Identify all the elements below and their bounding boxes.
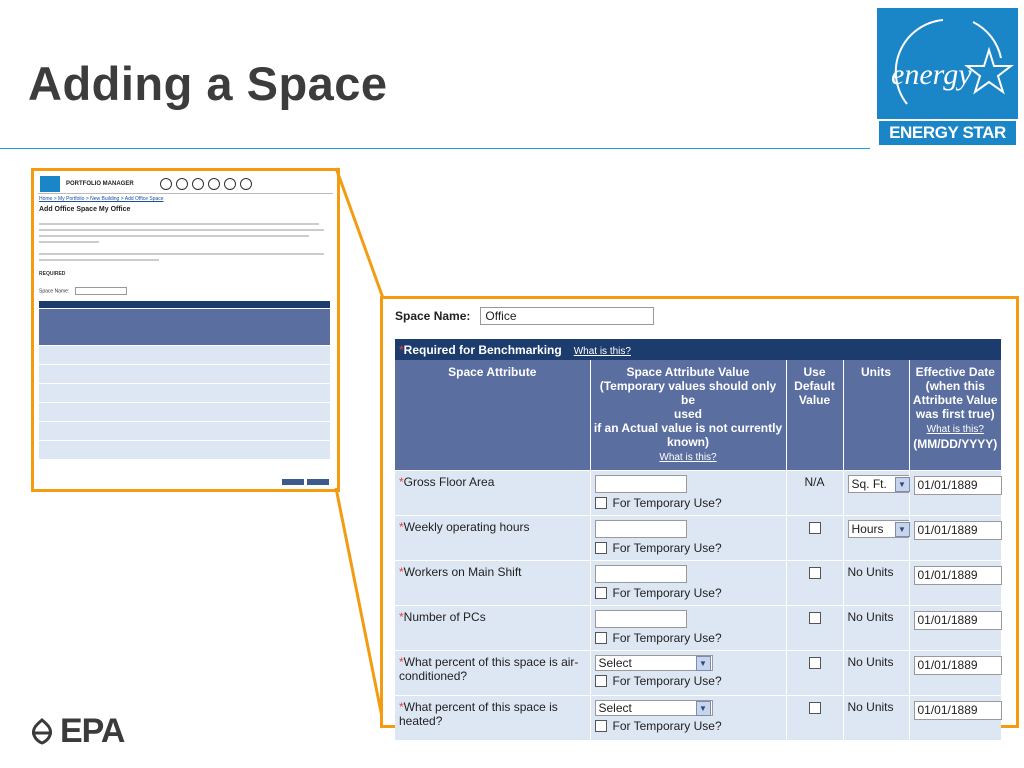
use-default-cell (786, 651, 843, 696)
attribute-row (395, 471, 1001, 516)
effective-date-input[interactable]: 01/01/1889 (914, 521, 1002, 540)
attribute-value-cell (590, 471, 786, 516)
attribute-name: Number of PCs (403, 610, 486, 624)
temporary-use-label: For Temporary Use? (612, 674, 722, 688)
temporary-use-label: For Temporary Use? (612, 541, 722, 555)
thumbnail-breadcrumb: Home > My Portfolio > New Building > Add Office Space (39, 196, 164, 202)
temporary-use-label: For Temporary Use? (612, 719, 722, 733)
col-attribute-value: Space Attribute Value (Temporary values should only be used if an Actual value is not currently known) What is this? (590, 360, 786, 471)
temporary-use-checkbox[interactable] (595, 542, 607, 554)
units-text: No Units (847, 700, 894, 714)
effective-date-cell (909, 606, 1001, 651)
attribute-name-cell (395, 561, 590, 606)
connector-line-bottom (336, 488, 383, 722)
logo-script: energy (891, 58, 972, 91)
required-star: * (399, 475, 404, 489)
temporary-use-option[interactable] (595, 631, 782, 645)
value-input[interactable] (595, 475, 687, 493)
temporary-use-option[interactable] (595, 586, 782, 600)
attribute-name-cell (395, 471, 590, 516)
units-text: No Units (847, 655, 894, 669)
attribute-name: What percent of this space is heated? (399, 700, 558, 728)
attribute-value-cell (590, 651, 786, 696)
attribute-value-cell (590, 696, 786, 741)
col-units: Units (843, 360, 909, 471)
temporary-use-checkbox[interactable] (595, 675, 607, 687)
use-default-checkbox[interactable] (809, 702, 821, 714)
attribute-name-cell (395, 651, 590, 696)
attribute-row (395, 651, 1001, 696)
use-default-checkbox[interactable] (809, 567, 821, 579)
effective-date-cell (909, 561, 1001, 606)
effective-date-input[interactable]: 01/01/1889 (914, 476, 1002, 495)
thumbnail-heading: Add Office Space My Office (39, 206, 131, 213)
chevron-down-icon[interactable]: ▼ (696, 701, 711, 716)
col-effective-date: Effective Date (when this Attribute Value was first true) What is this? (MM/DD/YYYY) (909, 360, 1001, 471)
use-default-checkbox[interactable] (809, 612, 821, 624)
space-name-label: Space Name: (395, 309, 471, 323)
chevron-down-icon[interactable]: ▼ (895, 477, 910, 492)
col-use-default: Use Default Value (786, 360, 843, 471)
temporary-use-label: For Temporary Use? (612, 586, 722, 600)
column-header-row (395, 360, 1001, 471)
attribute-row (395, 606, 1001, 651)
section-header (395, 339, 1001, 360)
temporary-use-label: For Temporary Use? (612, 631, 722, 645)
effective-date-cell (909, 516, 1001, 561)
attribute-name-cell (395, 696, 590, 741)
use-default-cell (786, 561, 843, 606)
what-is-this-link[interactable]: What is this? (573, 345, 631, 357)
logo-text: ENERGY STAR (879, 121, 1016, 145)
use-default-cell (786, 696, 843, 741)
space-name-input[interactable]: Office (480, 307, 654, 325)
attribute-name-cell (395, 516, 590, 561)
attribute-row (395, 561, 1001, 606)
attribute-value-cell (590, 561, 786, 606)
use-default-cell (786, 471, 843, 516)
epa-text: EPA (60, 712, 125, 750)
attribute-name: Weekly operating hours (403, 520, 530, 534)
value-select[interactable]: Select ▼ (595, 655, 713, 671)
temporary-use-checkbox[interactable] (595, 497, 607, 509)
units-text: No Units (847, 610, 894, 624)
temporary-use-checkbox[interactable] (595, 587, 607, 599)
use-default-cell (786, 516, 843, 561)
temporary-use-option[interactable] (595, 674, 782, 688)
temporary-use-checkbox[interactable] (595, 632, 607, 644)
section-title: Required for Benchmarking (403, 342, 562, 357)
use-default-cell (786, 606, 843, 651)
units-cell (843, 471, 909, 516)
thumbnail-required: REQUIRED (39, 271, 66, 277)
use-default-checkbox[interactable] (809, 657, 821, 669)
value-input[interactable] (595, 610, 687, 628)
value-input[interactable] (595, 520, 687, 538)
date-what-is-this-link[interactable]: What is this? (926, 424, 984, 435)
effective-date-input[interactable]: 01/01/1889 (914, 611, 1002, 630)
units-cell (843, 561, 909, 606)
effective-date-cell (909, 696, 1001, 741)
required-star: * (399, 342, 404, 357)
attribute-name: Gross Floor Area (403, 475, 495, 489)
required-benchmarking-table (395, 339, 1001, 740)
temporary-use-option[interactable] (595, 719, 782, 733)
attribute-value-cell (590, 516, 786, 561)
slide-title: Adding a Space (28, 57, 388, 110)
attribute-name: What percent of this space is air-conditioned? (399, 655, 579, 683)
attribute-row (395, 516, 1001, 561)
required-star: * (399, 700, 404, 714)
units-select[interactable]: Sq. Ft. ▼ (848, 475, 912, 493)
units-cell (843, 651, 909, 696)
temporary-use-label: For Temporary Use? (612, 496, 722, 510)
attribute-name: Workers on Main Shift (403, 565, 522, 579)
value-select[interactable]: Select ▼ (595, 700, 713, 716)
attribute-row (395, 696, 1001, 741)
required-star: * (399, 655, 404, 669)
temporary-use-option[interactable] (595, 496, 782, 510)
effective-date-cell (909, 651, 1001, 696)
value-input[interactable] (595, 565, 687, 583)
required-star: * (399, 565, 404, 579)
thumbnail-app-name: PORTFOLIO MANAGER (66, 181, 134, 187)
use-default-text: N/A (804, 475, 825, 489)
effective-date-input[interactable]: 01/01/1889 (914, 656, 1002, 675)
temporary-use-checkbox[interactable] (595, 720, 607, 732)
effective-date-input[interactable]: 01/01/1889 (914, 701, 1002, 720)
chevron-down-icon[interactable]: ▼ (895, 522, 910, 537)
thumbnail-space-name: Space Name: (39, 287, 127, 295)
temporary-use-option[interactable] (595, 541, 782, 555)
effective-date-cell (909, 471, 1001, 516)
units-cell (843, 606, 909, 651)
attribute-name-cell (395, 606, 590, 651)
col-space-attribute: Space Attribute (395, 360, 590, 471)
zoomed-form-panel (380, 296, 1019, 733)
units-cell (843, 696, 909, 741)
units-select[interactable]: Hours ▼ (848, 520, 912, 538)
chevron-down-icon[interactable]: ▼ (696, 656, 711, 671)
units-cell (843, 516, 909, 561)
effective-date-input[interactable]: 01/01/1889 (914, 566, 1002, 585)
space-name-row (395, 307, 654, 325)
use-default-checkbox[interactable] (809, 522, 821, 534)
units-text: No Units (847, 565, 894, 579)
required-star: * (399, 520, 404, 534)
value-what-is-this-link[interactable]: What is this? (659, 452, 717, 463)
required-star: * (399, 610, 404, 624)
attribute-value-cell (590, 606, 786, 651)
connector-line-top (336, 168, 383, 298)
